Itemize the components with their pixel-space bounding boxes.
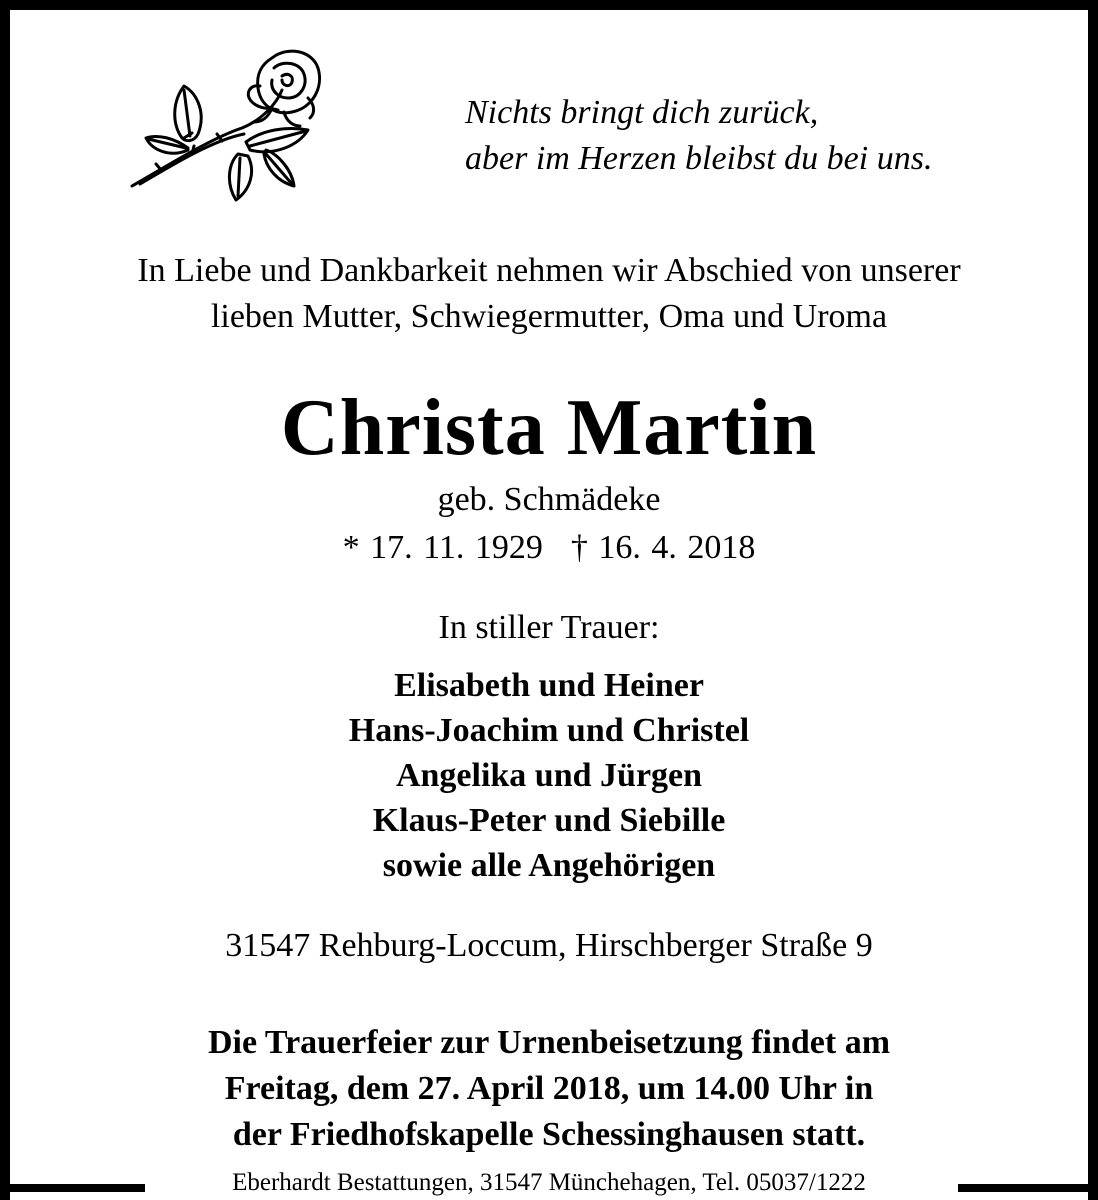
- mourner-entry: Klaus-Peter und Siebille: [372, 802, 726, 839]
- mourning-heading: In stiller Trauer:: [438, 609, 660, 646]
- funeral-home-footer: [10, 1166, 1088, 1200]
- family-address: 31547 Rehburg-Loccum, Hirschberger Straße 9: [225, 927, 873, 964]
- life-dates: [10, 528, 1088, 568]
- maiden-name: geb. Schmädeke: [437, 481, 661, 518]
- quote: [465, 90, 932, 182]
- mourner-entry: Hans-Joachim und Christel: [348, 712, 750, 749]
- quote-line-2: aber im Herzen bleibst du bei uns.: [465, 140, 933, 177]
- rose-icon: [122, 38, 322, 218]
- intro-text: [10, 248, 1088, 340]
- mourners-list: [10, 663, 1088, 888]
- funeral-home-text: Eberhardt Bestattungen, 31547 Münchehagen, Tel. 05037/1222: [220, 1169, 878, 1196]
- deceased-name: Christa Martin: [280, 384, 818, 472]
- intro-line-2: lieben Mutter, Schwiegermutter, Oma und Uroma: [210, 298, 888, 335]
- quote-line-1: Nichts bringt dich zurück,: [465, 94, 819, 131]
- service-info: [10, 1020, 1088, 1158]
- service-line-3: der Friedhofskapelle Schessinghausen statt.: [232, 1116, 866, 1153]
- death-date: † 16. 4. 2018: [570, 529, 756, 566]
- birth-date: * 17. 11. 1929: [342, 529, 543, 566]
- service-line-2: Freitag, dem 27. April 2018, um 14.00 Uhr in: [224, 1070, 874, 1107]
- mourner-entry: sowie alle Angehörigen: [382, 847, 716, 884]
- mourner-entry: Angelika und Jürgen: [395, 757, 703, 794]
- mourner-entry: Elisabeth und Heiner: [394, 667, 704, 704]
- service-line-1: Die Trauerfeier zur Urnenbeisetzung findet am: [207, 1024, 891, 1061]
- intro-line-1: In Liebe und Dankbarkeit nehmen wir Abschied von unserer: [137, 252, 961, 289]
